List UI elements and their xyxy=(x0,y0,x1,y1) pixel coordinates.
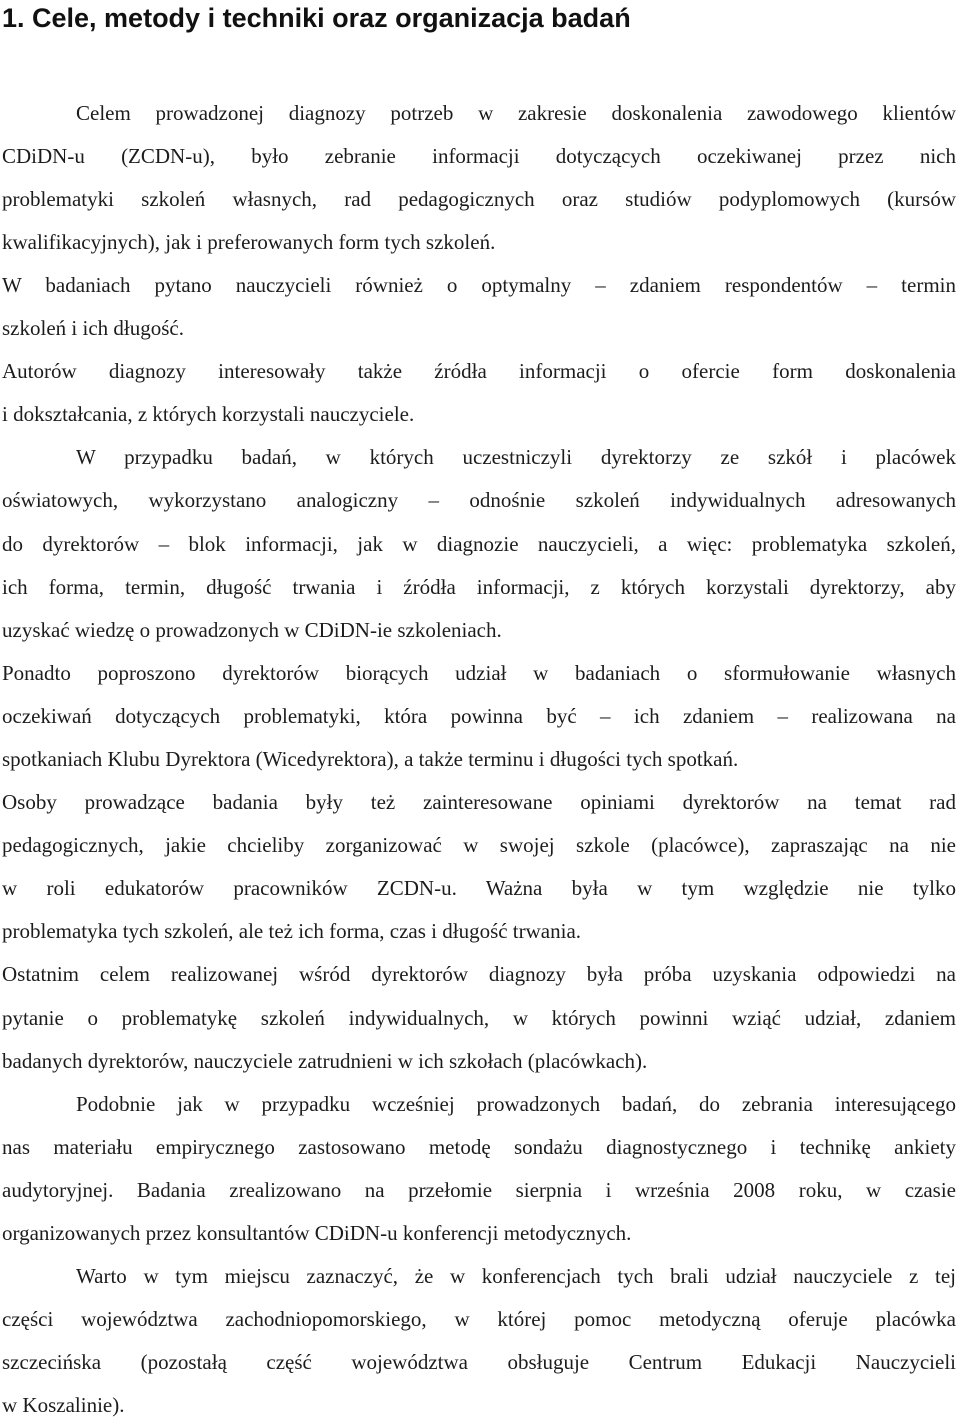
text-line: nas materiału empirycznego zastosowano metodę sondażu diagnostycznego i technikę ankiety xyxy=(2,1135,956,1159)
text-line: Ponadto poproszono dyrektorów biorących udział w badaniach o sformułowanie własnych xyxy=(2,661,956,685)
text-line: Podobnie jak w przypadku wcześniej prowadzonych badań, do zebrania interesującego xyxy=(76,1092,956,1116)
text-line: w Koszalinie). xyxy=(2,1393,125,1417)
text-line: kwalifikacyjnych), jak i preferowanych form tych szkoleń. xyxy=(2,230,496,254)
text-line: organizowanych przez konsultantów CDiDN-u konferencji metodycznych. xyxy=(2,1221,632,1245)
text-line: CDiDN-u (ZCDN-u), było zebranie informacji dotyczących oczekiwanej przez nich xyxy=(2,144,956,168)
text-line: W przypadku badań, w których uczestniczyli dyrektorzy ze szkół i placówek xyxy=(76,445,956,469)
text-line: szczecińska (pozostałą część województwa obsługuje Centrum Edukacji Nauczycieli xyxy=(2,1350,956,1374)
text-line: Osoby prowadzące badania były też zainteresowane opiniami dyrektorów na temat rad xyxy=(2,790,956,814)
text-line: oczekiwań dotyczących problematyki, która powinna być – ich zdaniem – realizowana na xyxy=(2,704,956,728)
text-line: badanych dyrektorów, nauczyciele zatrudnieni w ich szkołach (placówkach). xyxy=(2,1049,648,1073)
text-line: spotkaniach Klubu Dyrektora (Wicedyrektora), a także terminu i długości tych spotkań. xyxy=(2,747,739,771)
text-line: do dyrektorów – blok informacji, jak w diagnozie nauczycieli, a więc: problematyka szkoleń, xyxy=(2,532,956,556)
text-line: W badaniach pytano nauczycieli również o optymalny – zdaniem respondentów – termin xyxy=(2,273,956,297)
section-title: 1. Cele, metody i techniki oraz organizacja badań xyxy=(2,3,631,33)
text-line: w roli edukatorów pracowników ZCDN-u. Ważna była w tym względzie nie tylko xyxy=(2,876,956,900)
text-line: problematyka tych szkoleń, ale też ich forma, czas i długość trwania. xyxy=(2,919,582,943)
text-line: uzyskać wiedzę o prowadzonych w CDiDN-ie szkoleniach. xyxy=(2,618,502,642)
text-line: Warto w tym miejscu zaznaczyć, że w konferencjach tych brali udział nauczyciele z tej xyxy=(76,1264,956,1288)
text-line: oświatowych, wykorzystano analogiczny – odnośnie szkoleń indywidualnych adresowanych xyxy=(2,488,956,512)
text-line: pedagogicznych, jakie chcieliby zorganizować w swojej szkole (placówce), zapraszając na nie xyxy=(2,833,956,857)
text-line: ich forma, termin, długość trwania i źródła informacji, z których korzystali dyrektorzy, aby xyxy=(2,575,956,599)
text-line: pytanie o problematykę szkoleń indywidualnych, w których powinni wziąć udział, zdaniem xyxy=(2,1006,956,1030)
text-line: audytoryjnej. Badania zrealizowano na przełomie sierpnia i września 2008 roku, w czasie xyxy=(2,1178,956,1202)
text-line: Ostatnim celem realizowanej wśród dyrektorów diagnozy była próba uzyskania odpowiedzi na xyxy=(2,962,956,986)
text-line: części województwa zachodniopomorskiego, w której pomoc metodyczną oferuje placówka xyxy=(2,1307,956,1331)
text-line: szkoleń i ich długość. xyxy=(2,316,184,340)
text-line: Autorów diagnozy interesowały także źródła informacji o ofercie form doskonalenia xyxy=(2,359,956,383)
text-line: Celem prowadzonej diagnozy potrzeb w zakresie doskonalenia zawodowego klientów xyxy=(76,101,956,125)
text-line: problematyki szkoleń własnych, rad pedagogicznych oraz studiów podyplomowych (kursów xyxy=(2,187,956,211)
text-line: i dokształcania, z których korzystali nauczyciele. xyxy=(2,402,415,426)
